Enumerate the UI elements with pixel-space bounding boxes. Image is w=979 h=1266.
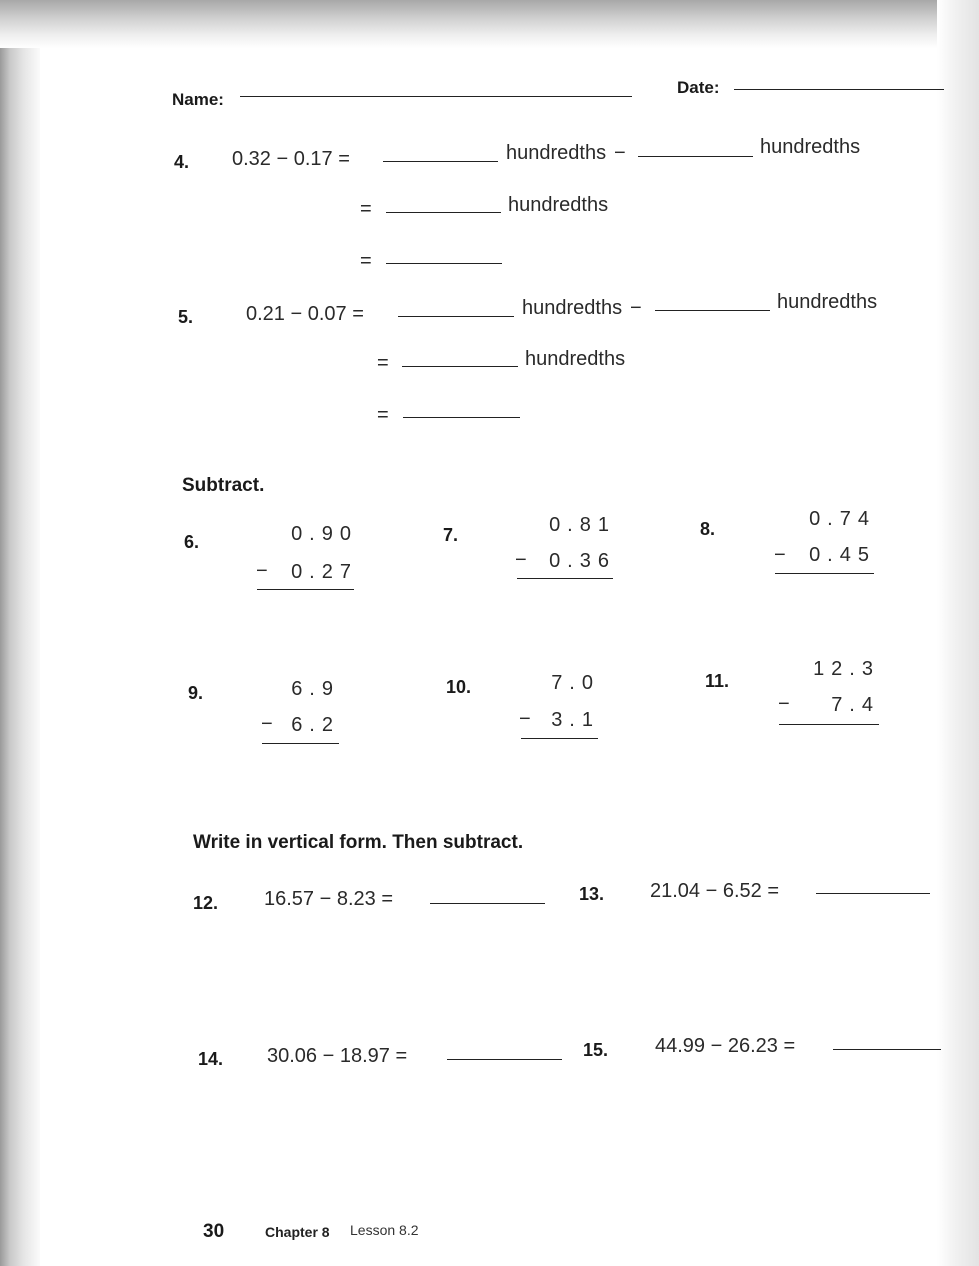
book-binding-shadow <box>0 0 40 1266</box>
problem-8-number: 8. <box>700 519 716 539</box>
problem-5-blank-b[interactable] <box>655 310 770 311</box>
problem-5-number: 5. <box>178 307 194 327</box>
problem-5-expression: 0.21 − 0.07 = <box>246 303 364 325</box>
lesson-label: Lesson 8.2 <box>350 1222 419 1238</box>
problem-4-answer-blank[interactable] <box>386 263 502 264</box>
problem-11-bottom: 7.4 <box>831 694 880 716</box>
problem-10-rule <box>521 738 598 739</box>
problem-4-blank-a[interactable] <box>383 161 498 162</box>
problem-7-bottom: 0.36 <box>549 550 616 572</box>
problem-14-answer-blank[interactable] <box>447 1059 562 1060</box>
page-number: 30 <box>203 1221 225 1242</box>
problem-6-number: 6. <box>184 532 200 552</box>
problem-4-minus: − <box>614 142 626 164</box>
name-field[interactable] <box>240 96 632 97</box>
problem-4-number: 4. <box>174 152 190 172</box>
problem-4-eq-3: = <box>360 250 372 272</box>
problem-5-blank-a[interactable] <box>398 316 514 317</box>
problem-8-top: 0.74 <box>809 508 876 530</box>
problem-10-bottom: 3.1 <box>551 709 600 731</box>
date-field[interactable] <box>734 89 944 90</box>
problem-6-minus: − <box>256 560 268 582</box>
problem-10-minus: − <box>519 708 531 730</box>
problem-8-bottom: 0.45 <box>809 544 876 566</box>
problem-5-eq-2: = <box>377 352 389 374</box>
problem-12-answer-blank[interactable] <box>430 903 545 904</box>
problem-14-number: 14. <box>198 1049 224 1069</box>
problem-9-top: 6.9 <box>291 678 340 700</box>
problem-9-minus: − <box>261 713 273 735</box>
problem-5-answer-blank[interactable] <box>403 417 520 418</box>
problem-5-blank-c[interactable] <box>402 366 518 367</box>
problem-7-number: 7. <box>443 525 459 545</box>
problem-8-rule <box>775 573 874 574</box>
problem-10-top: 7.0 <box>551 672 600 694</box>
problem-14-expression: 30.06 − 18.97 = <box>267 1045 408 1067</box>
problem-9-number: 9. <box>188 683 204 703</box>
problem-15-expression: 44.99 − 26.23 = <box>655 1035 796 1057</box>
problem-4-blank-b[interactable] <box>638 156 753 157</box>
page-top-shadow <box>0 0 979 48</box>
problem-4-unit-b: hundredths <box>760 136 861 158</box>
problem-9-rule <box>262 743 339 744</box>
problem-15-answer-blank[interactable] <box>833 1049 941 1050</box>
name-label: Name: <box>172 90 224 109</box>
problem-13-answer-blank[interactable] <box>816 893 930 894</box>
problem-8-minus: − <box>774 544 786 566</box>
problem-5-unit-b: hundredths <box>777 291 878 313</box>
problem-4-eq-2: = <box>360 198 372 220</box>
subtract-heading: Subtract. <box>182 475 265 496</box>
problem-6-rule <box>257 589 354 590</box>
problem-4-unit-c: hundredths <box>508 194 609 216</box>
problem-5-unit-c: hundredths <box>525 348 626 370</box>
problem-7-rule <box>517 578 613 579</box>
problem-5-unit-a: hundredths <box>522 297 623 319</box>
problem-5-eq-3: = <box>377 404 389 426</box>
vertical-form-heading: Write in vertical form. Then subtract. <box>193 832 524 853</box>
problem-13-number: 13. <box>579 884 605 904</box>
problem-12-expression: 16.57 − 8.23 = <box>264 888 394 910</box>
problem-7-minus: − <box>515 549 527 571</box>
problem-6-bottom: 0.27 <box>291 561 358 583</box>
problem-10-number: 10. <box>446 677 472 697</box>
problem-15-number: 15. <box>583 1040 609 1060</box>
problem-5-minus: − <box>630 297 642 319</box>
date-label: Date: <box>677 78 720 97</box>
problem-4-unit-a: hundredths <box>506 142 607 164</box>
problem-11-number: 11. <box>705 671 730 691</box>
problem-11-minus: − <box>778 693 790 715</box>
problem-11-rule <box>779 724 879 725</box>
chapter-label: Chapter 8 <box>265 1224 330 1240</box>
problem-9-bottom: 6.2 <box>291 714 340 736</box>
problem-6-top: 0.90 <box>291 523 358 545</box>
problem-4-expression: 0.32 − 0.17 = <box>232 148 350 170</box>
page-right-shadow <box>937 0 979 1266</box>
problem-12-number: 12. <box>193 893 219 913</box>
problem-13-expression: 21.04 − 6.52 = <box>650 880 780 902</box>
problem-11-top: 12.3 <box>813 658 880 680</box>
problem-4-blank-c[interactable] <box>386 212 501 213</box>
problem-7-top: 0.81 <box>549 514 616 536</box>
